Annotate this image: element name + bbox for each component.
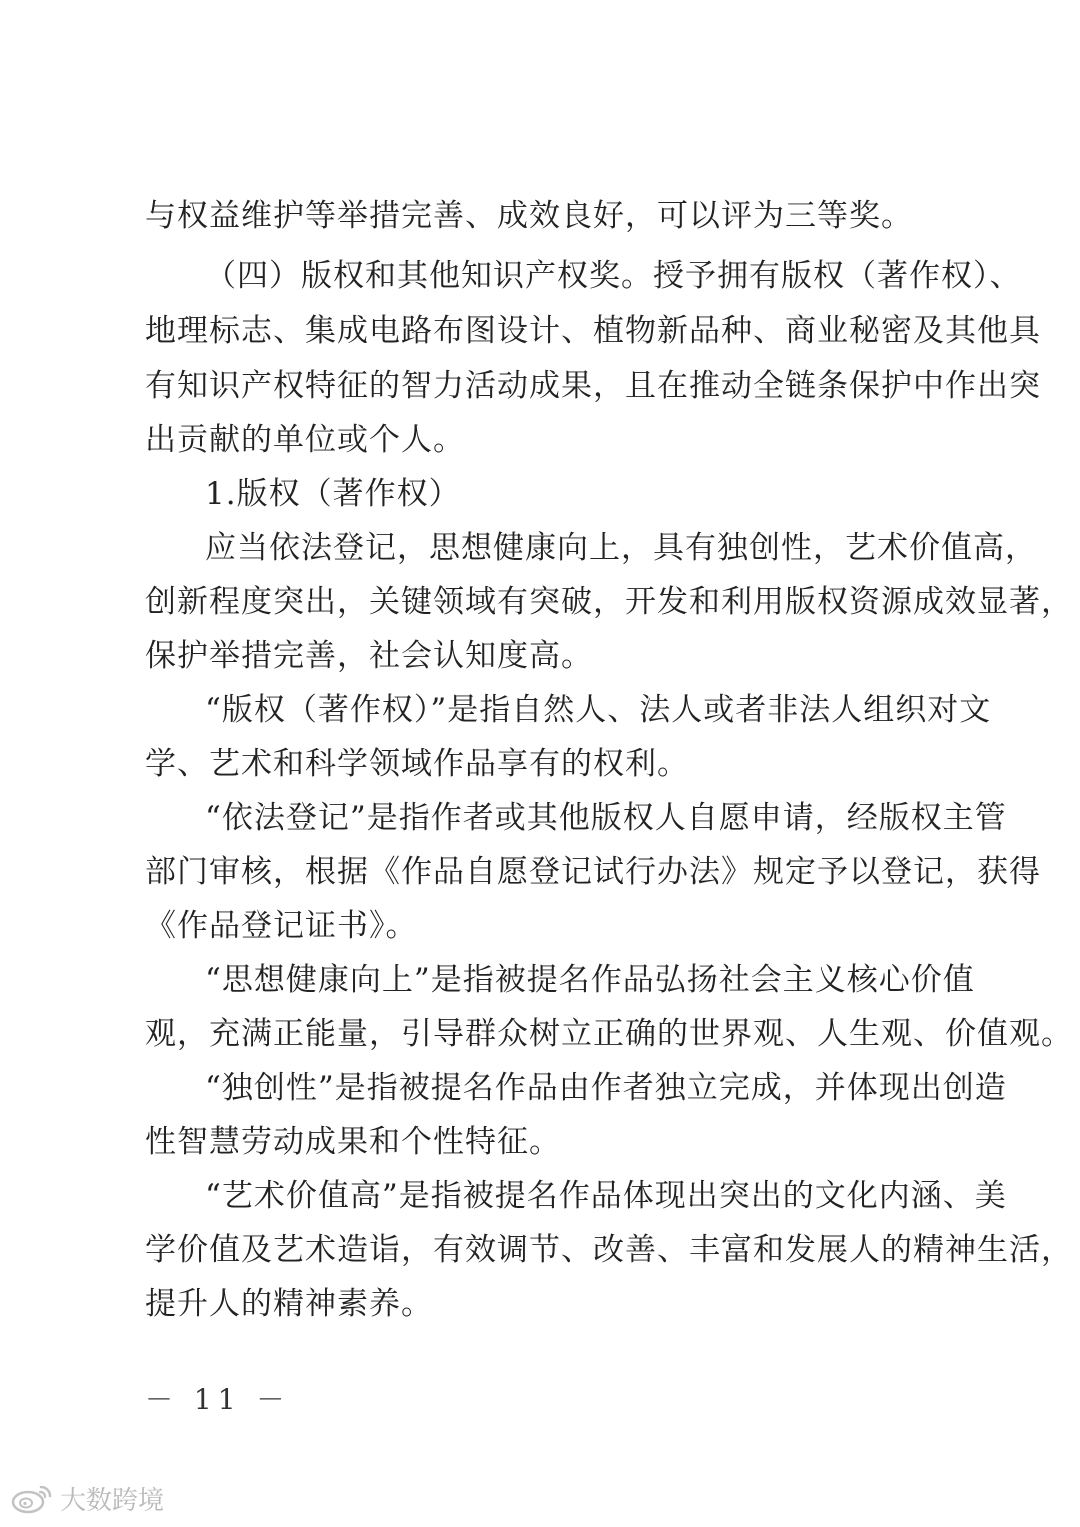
text-line: 部门审核，根据《作品自愿登记试行办法》规定予以登记，获得 [145, 854, 1041, 890]
text-line: 观，充满正能量，引导群众树立正确的世界观、人生观、价值观。 [145, 1016, 1073, 1052]
text-line: 学价值及艺术造诣，有效调节、改善、丰富和发展人的精神生活， [145, 1232, 1073, 1268]
text-line: 出贡献的单位或个人。 [145, 422, 465, 458]
text-line: 保护举措完善，社会认知度高。 [145, 638, 593, 674]
text-line: “独创性”是指被提名作品由作者独立完成，并体现出创造 [205, 1070, 1007, 1106]
text-line: “版权（著作权）”是指自然人、法人或者非法人组织对文 [205, 692, 992, 728]
text-line: “依法登记”是指作者或其他版权人自愿申请，经版权主管 [205, 800, 1007, 836]
text-line: 性智慧劳动成果和个性特征。 [145, 1124, 561, 1160]
subsection-heading: 1.版权（著作权） [205, 476, 461, 512]
text-line: 学、艺术和科学领域作品享有的权利。 [145, 746, 689, 782]
text-line: 《作品登记证书》。 [145, 908, 418, 944]
text-line: 提升人的精神素养。 [145, 1286, 433, 1322]
text-line: 与权益维护等举措完善、成效良好，可以评为三等奖。 [145, 198, 913, 234]
watermark-text: 大数跨境 [60, 1485, 165, 1516]
text-line: “艺术价值高”是指被提名作品体现出突出的文化内涵、美 [205, 1178, 1007, 1214]
weibo-logo-icon [10, 1481, 54, 1515]
text-line: 创新程度突出，关键领域有突破，开发和利用版权资源成效显著， [145, 584, 1073, 620]
section-heading-line: （四）版权和其他知识产权奖。授予拥有版权（著作权）、 [205, 258, 1022, 294]
text-line: 有知识产权特征的智力活动成果，且在推动全链条保护中作出突 [145, 368, 1041, 404]
text-line: 地理标志、集成电路布图设计、植物新品种、商业秘密及其他具 [145, 313, 1041, 349]
text-line: 应当依法登记，思想健康向上，具有独创性，艺术价值高， [205, 530, 1037, 566]
watermark [10, 1478, 164, 1518]
page-number: － 11 － [145, 1383, 291, 1416]
text-line: “思想健康向上”是指被提名作品弘扬社会主义核心价值 [205, 962, 975, 998]
